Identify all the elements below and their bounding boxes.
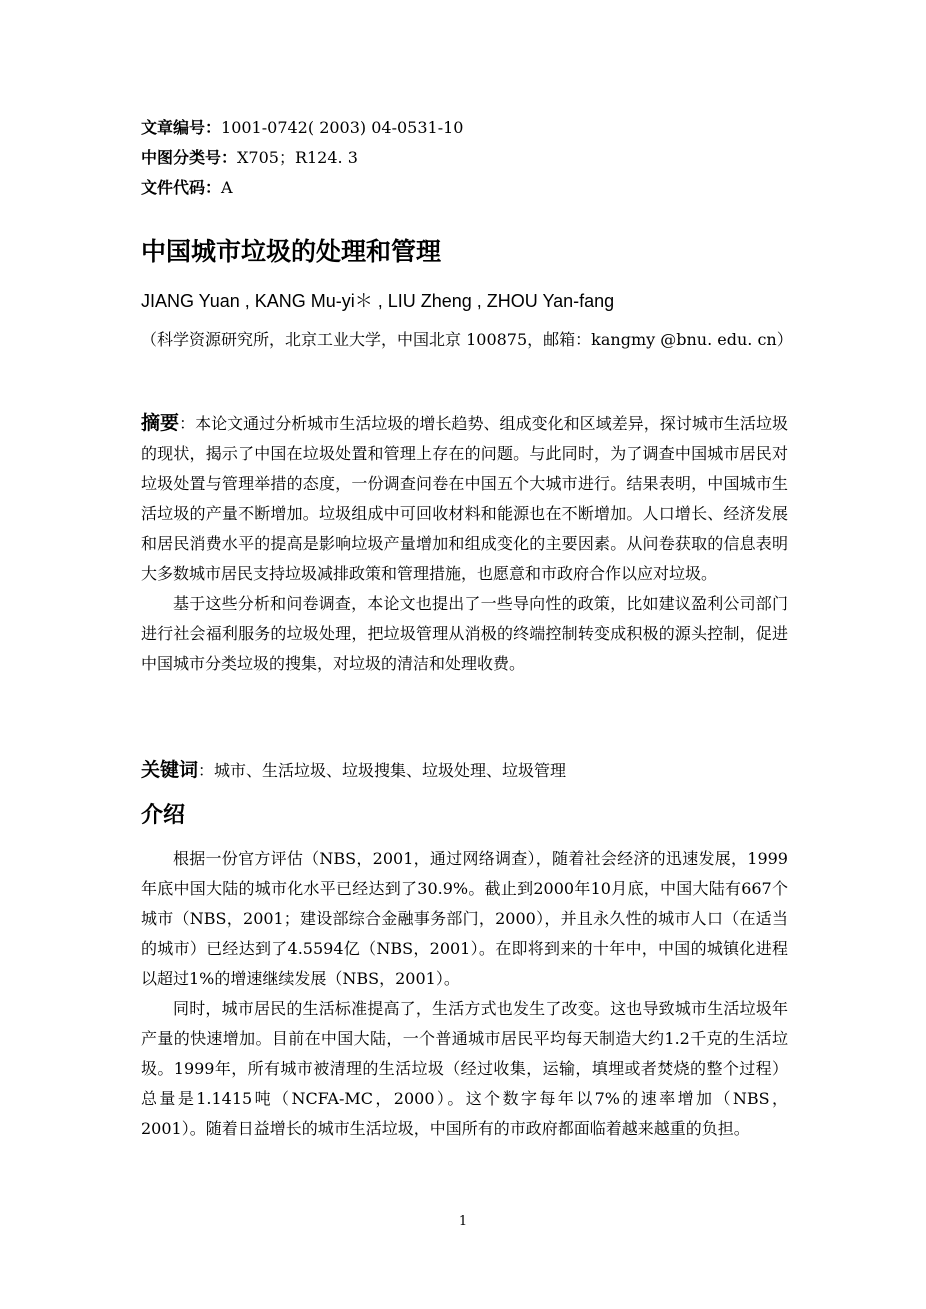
document-code-value: A	[221, 178, 233, 197]
keywords-section	[141, 755, 788, 786]
document-code-label: 文件代码：	[141, 178, 222, 197]
introduction-paragraph-2: 同时，城市居民的生活标准提高了，生活方式也发生了改变。这也导致城市生活垃圾年产量的快速增加。目前在中国大陆，一个普通城市居民平均每天制造大约1.2千克的生活垃圾。1999年，所有城市被清理的生活垃圾（经过收集，运输，填埋或者焚烧的整个过程）总量是1.1415吨（NCFA-MC，2000）。这个数字每年以7%的速率增加（NBS，2001）。随着日益增长的城市生活垃圾，中国所有的市政府都面临着越来越重的负担。	[141, 999, 788, 1138]
abstract-colon: ：	[179, 414, 196, 433]
keywords-label: 关键词	[141, 759, 199, 781]
author-list: JIANG Yuan , KANG Mu-yi＊ , LIU Zheng , ZHOU Yan-fang	[141, 291, 615, 311]
abstract-section	[141, 408, 788, 679]
document-code	[141, 178, 233, 198]
classification-number-label: 中图分类号：	[141, 148, 238, 167]
paper-title: 中国城市垃圾的处理和管理	[141, 237, 442, 266]
article-number-value: 1001-0742( 2003) 04-0531-10	[221, 118, 464, 137]
article-number-label: 文章编号：	[141, 118, 222, 137]
abstract-paragraph-2: 基于这些分析和问卷调查，本论文也提出了一些导向性的政策，比如建议盈利公司部门进行社会福利服务的垃圾处理，把垃圾管理从消极的终端控制转变成积极的源头控制，促进中国城市分类垃圾的搜集，对垃圾的清洁和处理收费。	[141, 594, 788, 673]
classification-number	[141, 148, 358, 168]
introduction-heading: 介绍	[141, 803, 186, 828]
introduction-paragraph-1: 根据一份官方评估（NBS，2001，通过网络调查），随着社会经济的迅速发展，1999年底中国大陆的城市化水平已经达到了30.9%。截止到2000年10月底，中国大陆有667个城市（NBS，2001；建设部综合金融事务部门，2000），并且永久性的城市人口（在适当的城市）已经达到了4.5594亿（NBS，2001）。在即将到来的十年中，中国的城镇化进程以超过1%的增速继续发展（NBS，2001）。	[141, 849, 788, 988]
abstract-paragraph-1	[141, 408, 788, 589]
classification-number-value: X705；R124. 3	[237, 148, 358, 167]
keywords-text: 城市、生活垃圾、垃圾搜集、垃圾处理、垃圾管理	[214, 761, 567, 780]
abstract-text-1: 本论文通过分析城市生活垃圾的增长趋势、组成变化和区域差异，探讨城市生活垃圾的现状，揭示了中国在垃圾处置和管理上存在的问题。与此同时，为了调查中国城市居民对垃圾处置与管理举措的态度，一份调查问卷在中国五个大城市进行。结果表明，中国城市生活垃圾的产量不断增加。垃圾组成中可回收材料和能源也在不断增加。人口增长、经济发展和居民消费水平的提高是影响垃圾产量增加和组成变化的主要因素。从问卷获取的信息表明大多数城市居民支持垃圾减排政策和管理措施，也愿意和市政府合作以应对垃圾。	[141, 414, 788, 583]
article-number	[141, 118, 463, 138]
keywords-colon: ：	[198, 761, 215, 780]
abstract-label: 摘要	[141, 412, 180, 434]
introduction-section	[141, 844, 788, 1144]
page-number: 1	[458, 1214, 468, 1229]
affiliation: （科学资源研究所，北京工业大学，中国北京 100875，邮箱：kangmy @bnu. edu. cn）	[141, 330, 793, 349]
